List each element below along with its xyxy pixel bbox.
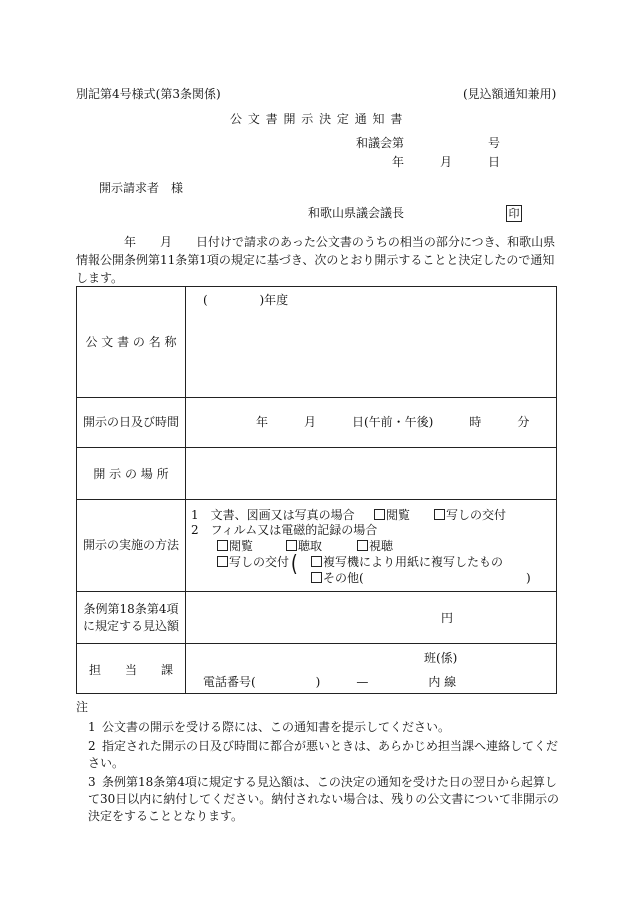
option-other: その他( — [311, 572, 364, 584]
label-document-name: 公 文 書 の 名 称 — [85, 335, 177, 349]
checkbox-icon — [434, 509, 445, 520]
note-item: 2 指定された開示の日及び時間に都合が悪いときは、あらかじめ担当課へ連絡してください。 — [88, 739, 559, 770]
checkbox-icon — [311, 556, 322, 567]
option-copy-delivery: 写しの交付 — [217, 556, 289, 568]
label-disclosure-datetime: 開示の日及び時間 — [82, 415, 179, 429]
option-listen: 聴取 — [286, 540, 322, 552]
section-field: 班(係) — [424, 651, 458, 665]
option-view: 閲覧 — [217, 540, 253, 552]
label-responsible-section: 担 当 課 — [88, 663, 173, 677]
amount-unit: 円 — [441, 611, 454, 625]
method-item-film-electronic: 2 フィルム又は電磁的記録の場合 — [191, 523, 378, 537]
document-number: 和議会第 号 — [356, 136, 501, 150]
notice-body-text: 年 月 日付けで請求のあった公文書のうちの相当の部分につき、和歌山県情報公開条例第11条第1項の規定に基づき、次のとおり開示することと決定したので通知します。 — [76, 235, 556, 285]
form-identifier: 別記第4号様式(第3条関係) — [76, 87, 221, 101]
seal-stamp: 印 — [506, 205, 522, 222]
issuer-name: 和歌山県議会議長 — [308, 206, 405, 220]
checkbox-icon — [286, 540, 297, 551]
details-table — [76, 286, 557, 694]
row-divider — [77, 499, 556, 500]
note-item: 3 条例第18条第4項に規定する見込額は、この決定の通知を受けた日の翌日から起算して30日以内に納付してください。納付されない場合は、残りの公文書について非開示の決定をすることとなります。 — [88, 775, 560, 823]
option-photocopy: 複写機により用紙に複写したもの — [311, 556, 503, 568]
document-title: 公 文 書 開 示 決 定 通 知 書 — [230, 112, 404, 126]
note-item: 1 公文書の開示を受ける際には、この通知書を提示してください。 — [88, 720, 451, 734]
checkbox-icon — [217, 556, 228, 567]
fiscal-year-field: ( )年度 — [203, 293, 289, 307]
option-watch: 視聴 — [357, 540, 393, 552]
form-usage-note: (見込額通知兼用) — [463, 87, 557, 101]
label-estimated-amount: 条例第18条第4項 — [83, 602, 179, 616]
option-copy-delivery: 写しの交付 — [434, 509, 506, 521]
addressee: 開示請求者 様 — [99, 181, 184, 195]
row-divider — [77, 397, 556, 398]
method-item-documents: 1 文書、図画又は写真の場合 — [191, 508, 355, 522]
row-divider — [77, 447, 556, 448]
table-column-divider — [185, 287, 186, 693]
label-estimated-amount-2: に規定する見込額 — [82, 619, 179, 633]
label-disclosure-place: 開 示 の 場 所 — [93, 467, 169, 481]
label-disclosure-method: 開示の実施の方法 — [82, 538, 179, 552]
notes-heading: 注 — [76, 700, 89, 714]
checkbox-icon — [374, 509, 385, 520]
checkbox-icon — [311, 572, 322, 583]
checkbox-icon — [357, 540, 368, 551]
disclosure-datetime-field: 年 月 日(午前・午後) 時 分 — [256, 415, 530, 429]
brace-icon: ( — [290, 552, 298, 577]
phone-field: 電話番号( ) — 内 線 — [203, 675, 457, 689]
issue-date: 年 月 日 — [392, 155, 501, 169]
checkbox-icon — [217, 540, 228, 551]
option-view: 閲覧 — [374, 509, 410, 521]
option-other-close: ) — [526, 571, 531, 585]
row-divider — [77, 643, 556, 644]
row-divider — [77, 591, 556, 592]
